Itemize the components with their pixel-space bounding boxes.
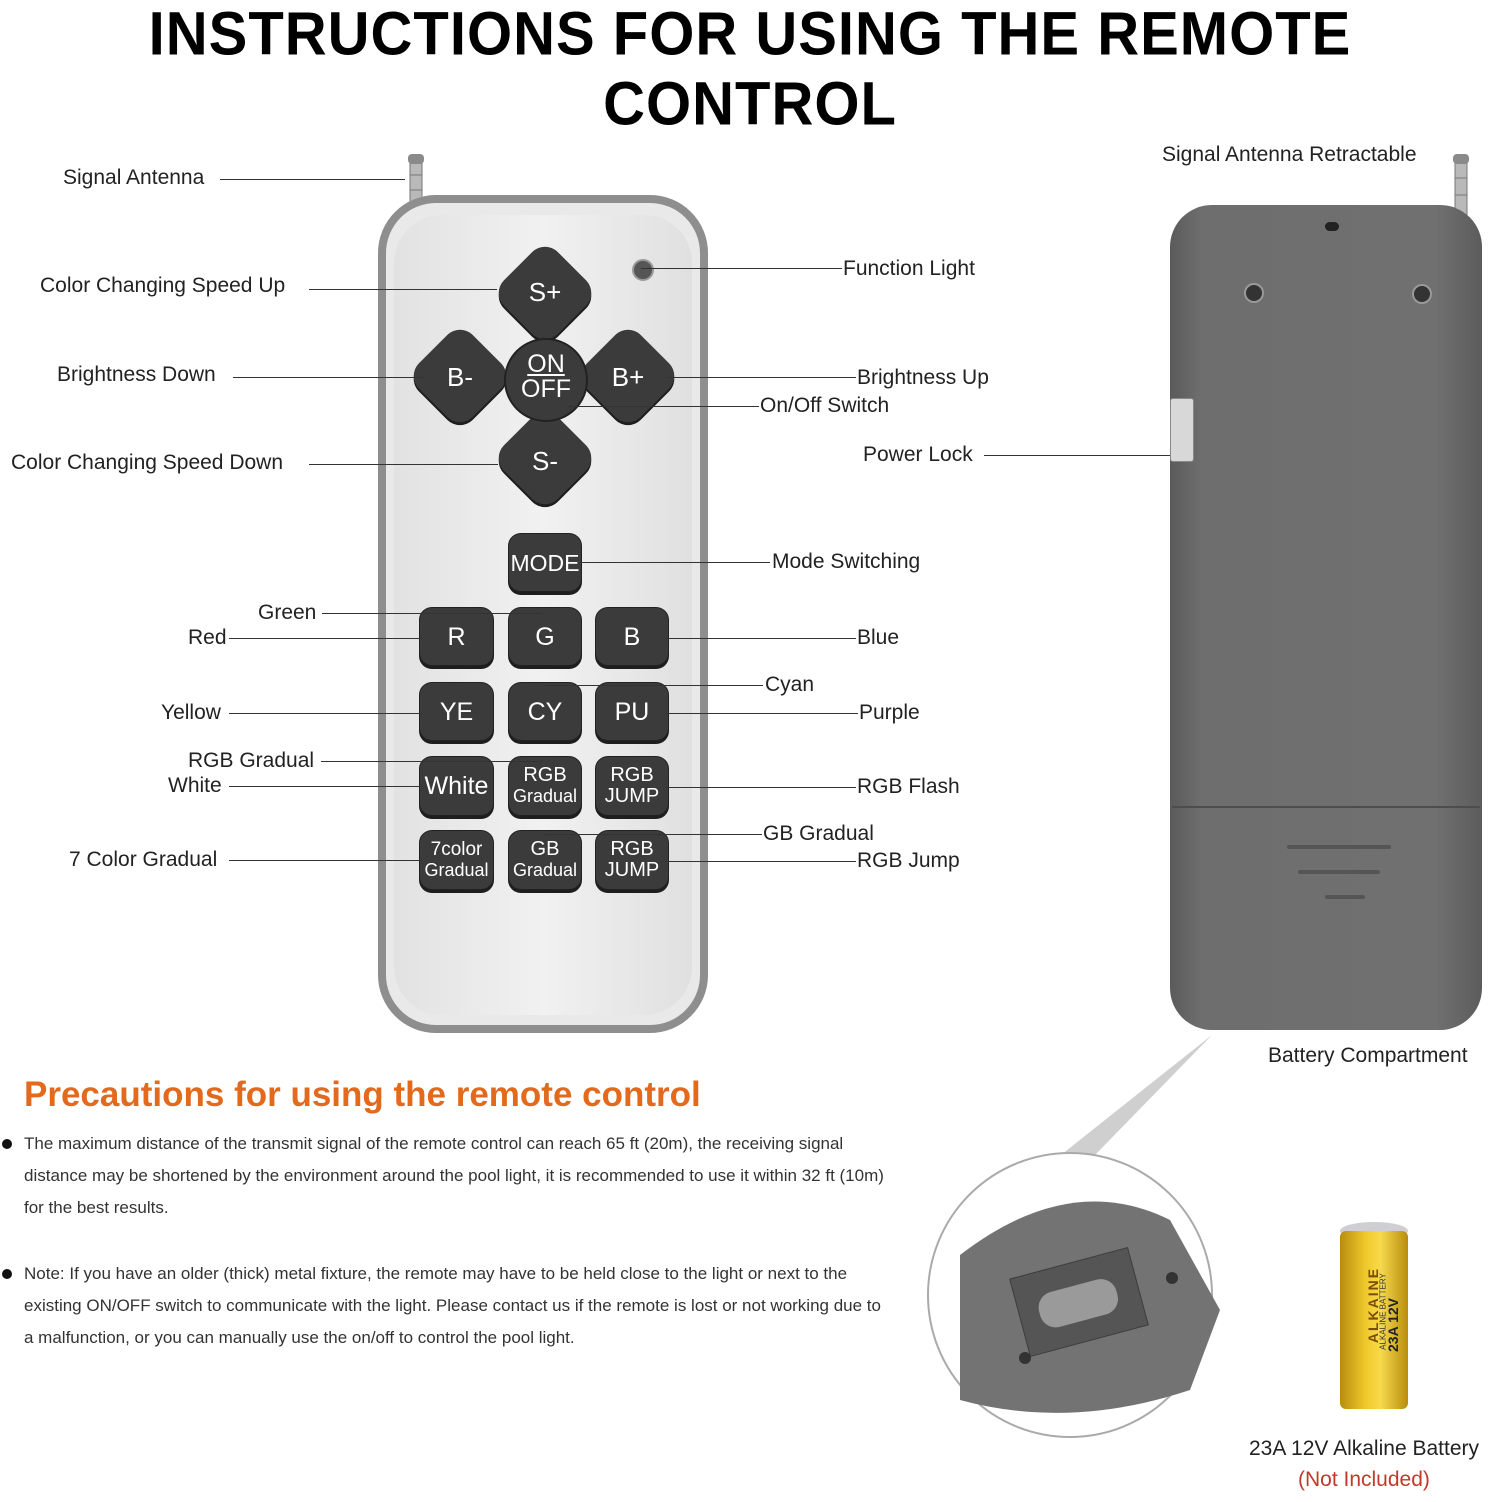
- label-seven-color-gradual: 7 Color Gradual: [69, 848, 218, 871]
- leader-line: [666, 638, 856, 639]
- leader-line: [229, 860, 421, 861]
- label-cyan: Cyan: [765, 673, 815, 696]
- precautions-title: Precautions for using the remote control: [24, 1075, 701, 1114]
- label-brightness-down: Brightness Down: [57, 363, 216, 386]
- label-white: White: [168, 774, 222, 797]
- grip-line: [1298, 870, 1380, 874]
- label-battery-note: (Not Included): [1298, 1468, 1430, 1491]
- seven-color-key-line2: Gradual: [424, 860, 489, 880]
- cyan-key[interactable]: CY: [508, 682, 582, 741]
- off-label: OFF: [521, 375, 571, 403]
- rgb-jump-key-line2: JUMP: [604, 859, 660, 881]
- label-battery-name: 23A 12V Alkaline Battery: [1249, 1437, 1479, 1460]
- leader-line: [322, 613, 542, 614]
- function-light-indicator: [632, 259, 654, 281]
- mode-key[interactable]: MODE: [508, 533, 582, 592]
- gb-gradual-key[interactable]: [508, 830, 582, 890]
- seven-color-gradual-key[interactable]: [419, 830, 494, 890]
- label-signal-antenna: Signal Antenna: [63, 166, 205, 189]
- leader-line: [321, 761, 542, 762]
- battery-brand: ALKAINE: [1365, 1266, 1381, 1344]
- rgb-flash-key-line1: RGB: [610, 764, 654, 786]
- label-brightness-up: Brightness Up: [857, 366, 989, 389]
- screw-icon: [1244, 283, 1264, 303]
- leader-line: [666, 713, 858, 714]
- label-blue: Blue: [857, 626, 900, 649]
- label-gb-gradual: GB Gradual: [763, 822, 874, 845]
- label-speed-up: Color Changing Speed Up: [40, 274, 286, 297]
- gb-gradual-key-line1: GB: [530, 838, 560, 860]
- label-yellow: Yellow: [161, 701, 221, 724]
- leader-line: [568, 406, 759, 407]
- rgb-gradual-key[interactable]: [508, 756, 582, 816]
- rgb-flash-key[interactable]: [595, 756, 669, 816]
- grip-line: [1325, 895, 1365, 899]
- leader-line: [229, 713, 421, 714]
- grip-line: [1287, 845, 1391, 849]
- leader-line: [666, 861, 856, 862]
- rgb-jump-key[interactable]: [595, 830, 669, 890]
- leader-line: [666, 377, 856, 378]
- page-title: INSTRUCTIONS FOR USING THE REMOTE CONTROL: [148, 0, 1352, 139]
- on-off-key[interactable]: [504, 338, 588, 422]
- label-red: Red: [188, 626, 227, 649]
- b-minus-key[interactable]: B-: [447, 362, 473, 392]
- leader-line: [229, 786, 421, 787]
- label-speed-down: Color Changing Speed Down: [11, 451, 284, 474]
- remote-back-body: [1170, 205, 1482, 1030]
- purple-key[interactable]: PU: [595, 682, 669, 741]
- red-key[interactable]: R: [419, 607, 494, 666]
- s-plus-key[interactable]: S+: [528, 277, 562, 307]
- label-mode-switching: Mode Switching: [772, 550, 921, 573]
- leader-line: [580, 562, 770, 563]
- label-function-light: Function Light: [843, 257, 975, 280]
- leader-line: [641, 268, 842, 269]
- bullet-icon: [2, 1139, 12, 1149]
- label-power-lock: Power Lock: [863, 443, 973, 466]
- battery-type: ALKALINE BATTERY: [1378, 1273, 1388, 1350]
- s-minus-key[interactable]: S-: [532, 446, 558, 476]
- rgb-gradual-key-line2: Gradual: [512, 786, 578, 806]
- label-on-off-switch: On/Off Switch: [760, 394, 890, 417]
- label-green: Green: [258, 601, 317, 624]
- on-label: ON: [527, 350, 565, 378]
- battery-cover-seam: [1172, 806, 1480, 808]
- precaution-item: Note: If you have an older (thick) metal fixture, the remote may have to be held close to the light or next to the existing ON/OFF switch to communicate with the light. Please contact us if the remote is lost or not working due to a malfunction, or you can manually use the on/off to control the pool light.: [24, 1264, 881, 1347]
- battery-model: 23A 12V: [1385, 1298, 1401, 1352]
- precaution-item: The maximum distance of the transmit signal of the remote control can reach 65 ft (20m), the receiving signal distance may be shortened by the environment around the pool light, it is recommended to use it within 32 ft (10m) for the best results.: [24, 1134, 884, 1217]
- yellow-key[interactable]: YE: [419, 682, 494, 741]
- seven-color-key-line1: 7color: [430, 839, 483, 860]
- label-rgb-flash: RGB Flash: [857, 775, 960, 798]
- label-rgb-gradual: RGB Gradual: [188, 749, 315, 772]
- label-rgb-jump: RGB Jump: [857, 849, 960, 872]
- leader-line: [309, 289, 497, 290]
- leader-line: [545, 685, 763, 686]
- blue-key[interactable]: B: [595, 607, 669, 666]
- leader-line: [229, 638, 421, 639]
- label-purple: Purple: [859, 701, 920, 724]
- zoom-callout: [920, 1030, 1220, 1500]
- b-plus-key[interactable]: B+: [611, 362, 645, 392]
- back-indicator: [1325, 222, 1339, 231]
- leader-line: [545, 834, 762, 835]
- label-antenna-retractable: Signal Antenna Retractable: [1162, 143, 1417, 166]
- green-key[interactable]: G: [508, 607, 582, 666]
- leader-line: [309, 464, 498, 465]
- leader-line: [666, 787, 856, 788]
- label-battery-compartment: Battery Compartment: [1268, 1044, 1468, 1067]
- white-key[interactable]: White: [419, 756, 494, 816]
- leader-line: [220, 179, 405, 180]
- power-lock-switch[interactable]: [1170, 398, 1194, 462]
- rgb-gradual-key-line1: RGB: [523, 764, 567, 786]
- leader-line: [984, 455, 1174, 456]
- gb-gradual-key-line2: Gradual: [512, 860, 578, 880]
- battery: [1340, 1222, 1408, 1416]
- screw-icon: [1412, 284, 1432, 304]
- rgb-flash-key-line2: JUMP: [604, 785, 660, 807]
- leader-line: [233, 377, 423, 378]
- rgb-jump-key-line1: RGB: [610, 838, 654, 860]
- bullet-icon: [2, 1269, 12, 1279]
